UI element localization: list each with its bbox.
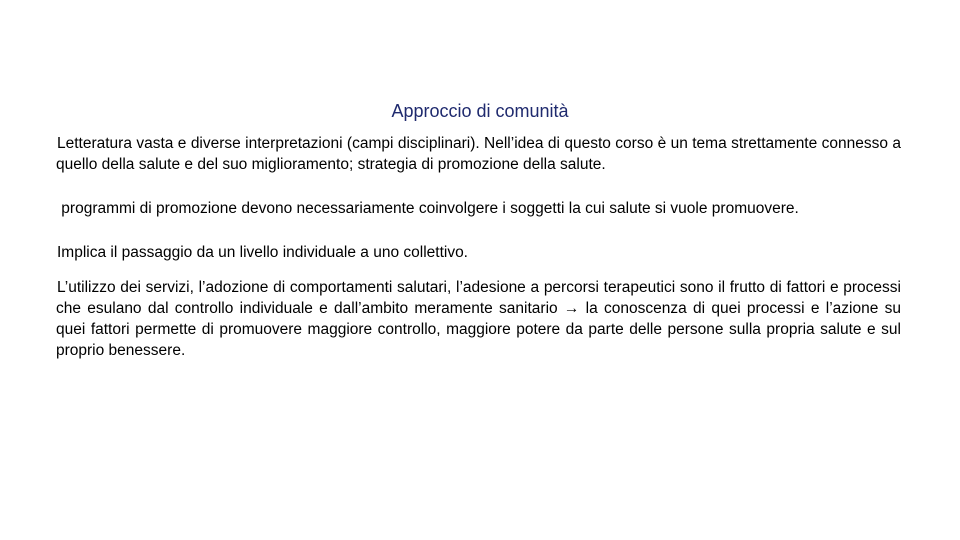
paragraph-literature <box>56 133 901 175</box>
paragraph-text: Implica il passaggio da un livello individuale a uno collettivo. <box>57 244 468 261</box>
paragraph-passage <box>56 242 901 263</box>
paragraph-services <box>56 277 901 361</box>
slide-body <box>56 133 901 361</box>
slide-title: Approccio di comunità <box>391 101 569 121</box>
paragraph-programs <box>56 198 901 219</box>
paragraph-text: programmi di promozione devono necessariamente coinvolgere i soggetti la cui salute si vuole promuovere. <box>57 200 799 217</box>
paragraph-text: Letteratura vasta e diverse interpretazioni (campi disciplinari). Nell’idea di questo corso è un tema strettamente connesso a quello della salute e del suo miglioramento; strategia di promozione della salute. <box>56 135 901 173</box>
paragraph-text: L’utilizzo dei servizi, l’adozione di comportamenti salutari, l’adesione a percorsi terapeutici sono il frutto di fattori e processi che esulano dal controllo individuale e dall’ambito meramente sanitario → la conoscenza di quei processi e l’azione su quei fattori permette di promuovere maggiore controllo, maggiore potere da parte delle persone sulla propria salute e sul proprio benessere. <box>56 279 901 359</box>
